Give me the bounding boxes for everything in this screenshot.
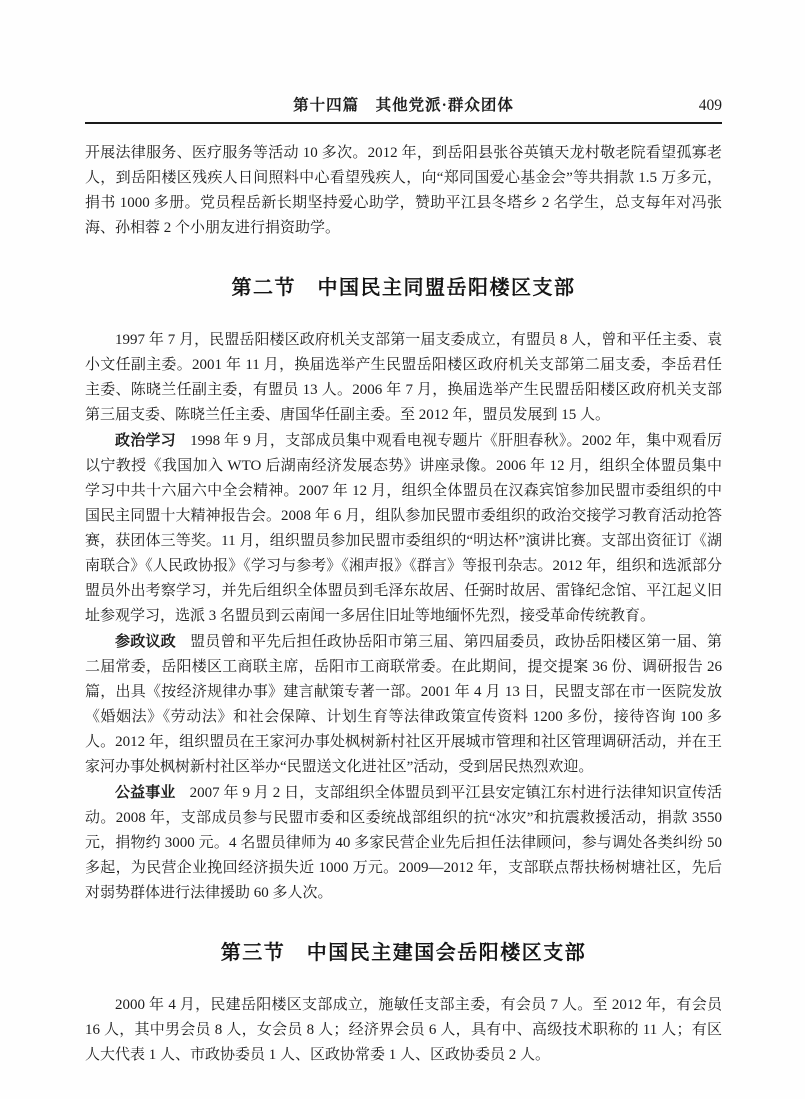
paragraph-text: 盟员曾和平先后担任政协岳阳市第三届、第四届委员，政协岳阳楼区第一届、第二届常委，岳阳楼区工商联主席，岳阳市工商联常委。在此期间，提交提案 36 份、调研报告 26 篇，出具《按经济规律办事》建言献策专著一部。2001 年 4 月 13 日，民盟支部在市一医院发放《婚姻法》《劳动法》和社会保障、计划生育等法律政策宣传资料 1200 多份，接待咨询 100 多人。2012 年，组织盟员在王家河办事处枫树新村社区开展城市管理和社区管理调研活动，并在王家河办事处枫树新村社区举办“民盟送文化进社区”活动，受到居民热烈欢迎。 [85,634,722,775]
header-divider [85,122,722,124]
run-in-label-political-study: 政治学习 [115,432,176,449]
paragraph-text: 1998 年 9 月，支部成员集中观看电视专题片《肝胆春秋》。2002 年，集中观看厉以宁教授《我国加入 WTO 后湖南经济发展态势》讲座录像。2006 年 12 月，组织全体盟员集中学习中共十六届六中全会精神。2007 年 12 月，组织全体盟员在汉森宾馆参加民盟市委组织的中国民主同盟十大精神报告会。2008 年 6 月，组队参加民盟市委组织的政治交接学习教育活动抢答赛，获团体三等奖。11 月，组织盟员参加民盟市委组织的“明达杯”演讲比赛。支部出资征订《湖南联合》《人民政协报》《学习与参考》《湘声报》《群言》等报刊杂志。2012 年，组织和选派部分盟员外出考察学习，并先后组织全体盟员到毛泽东故居、任弼时故居、雷锋纪念馆、平江起义旧址参观学习，选派 3 名盟员到云南闻一多居住旧址等地缅怀先烈，接受革命传统教育。 [85,433,722,624]
run-in-label-public-welfare: 公益事业 [115,784,176,801]
paragraph-text: 2007 年 9 月 2 日，支部组织全体盟员到平江县安定镇江东村进行法律知识宣传活动。2008 年，支部成员参与民盟市委和区委统战部组织的抗“冰灾”和抗震救援活动，捐款 3550 元，捐物约 3000 元。4 名盟员律师为 40 多家民营企业先后担任法律顾问，参与调处各类纠纷 50 多起，为民营企业挽回经济损失近 1000 万元。2009—2012 年，支部联点帮扶杨树塘社区，先后对弱势群体进行法律援助 60 多人次。 [85,785,722,901]
section-3-paragraph-history: 2000 年 4 月，民建岳阳楼区支部成立，施敏任支部主委，有会员 7 人。至 2012 年，有会员 16 人，其中男会员 8 人，女会员 8 人；经济界会员 6 人，具有中、高级技术职称的 11 人；有区人大代表 1 人、市政协委员 1 人、区政协常委 1 人、区政协委员 2 人。 [85,997,722,1063]
chapter-title: 第十四篇 其他党派·群众团体 [293,97,514,114]
section-2-paragraph-public-welfare [85,780,722,906]
page-number: 409 [698,97,722,114]
section-2-paragraph-history: 1997 年 7 月，民盟岳阳楼区政府机关支部第一届支委成立，有盟员 8 人，曾和平任主委、袁小文任副主委。2001 年 11 月，换届选举产生民盟岳阳楼区政府机关支部第二届支委，李岳君任主委、陈晓兰任副主委，有盟员 13 人。2006 年 7 月，换届选举产生民盟岳阳楼区政府机关支部第三届支委、陈晓兰任主委、唐国华任副主委。至 2012 年，盟员发展到 15 人。 [85,332,722,423]
run-in-label-political-participation: 参政议政 [115,633,176,650]
section-2-paragraph-political-study [85,428,722,629]
section-3-heading: 第三节 中国民主建国会岳阳楼区支部 [220,942,587,964]
section-2-heading: 第二节 中国民主同盟岳阳楼区支部 [231,277,576,299]
section-2-paragraph-political-participation [85,629,722,780]
running-head [85,96,722,116]
continuation-paragraph: 开展法律服务、医疗服务等活动 10 多次。2012 年，到岳阳县张谷英镇天龙村敬老院看望孤寡老人，到岳阳楼区残疾人日间照料中心看望残疾人，向“郑同国爱心基金会”等共捐款 1.5 万多元，捐书 1000 多册。党员程岳新长期坚持爱心助学，赞助平江县冬塔乡 2 名学生，总支每年对冯张海、孙相蓉 2 个小朋友进行捐资助学。 [85,145,722,236]
